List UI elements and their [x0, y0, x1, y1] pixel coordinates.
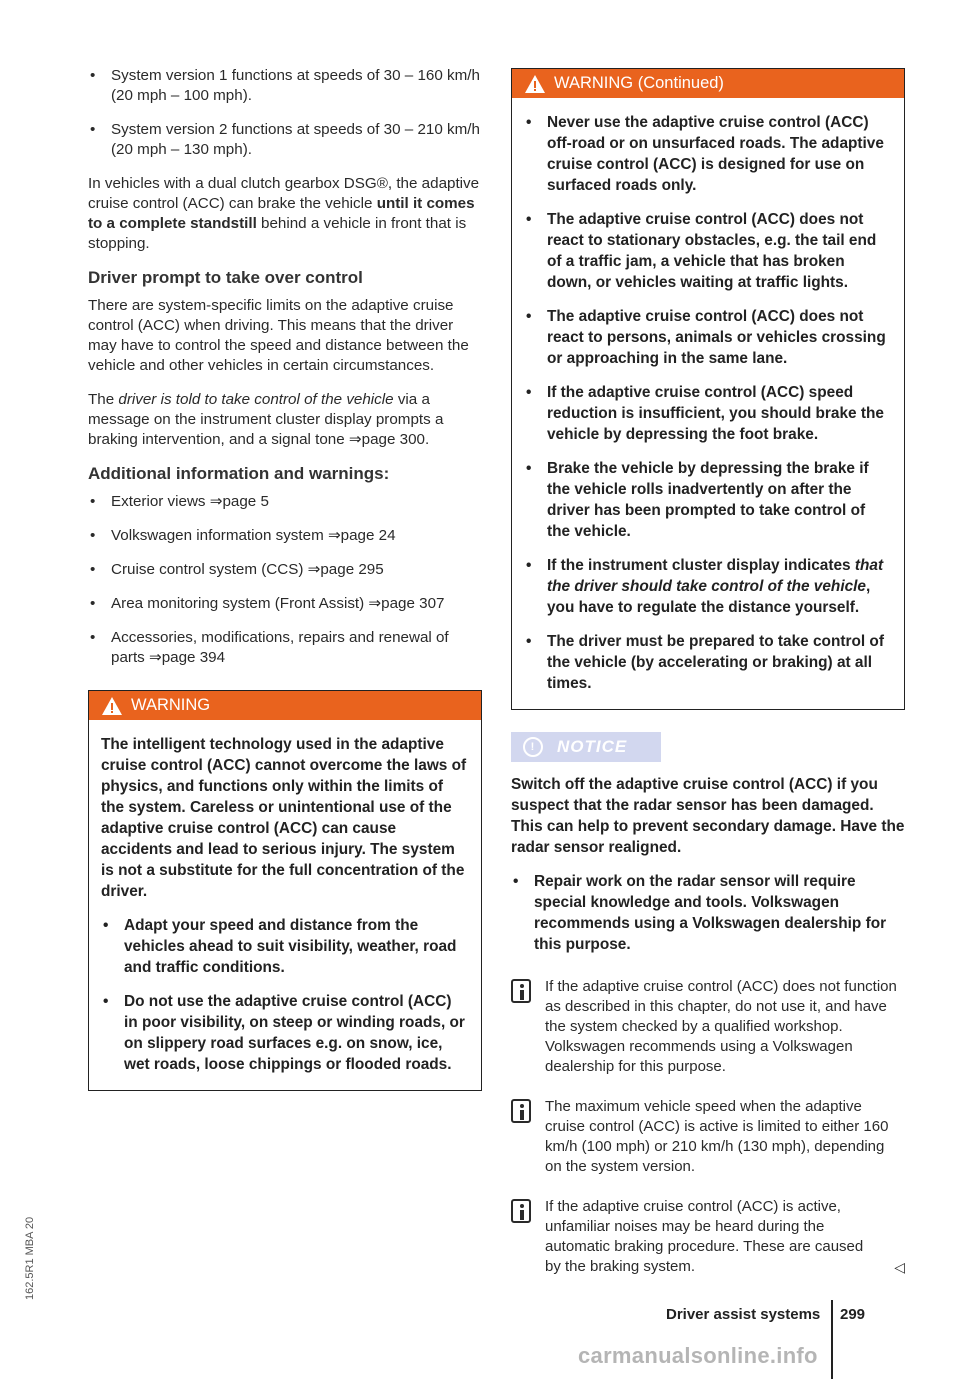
ref-information-system[interactable]: • Volkswagen information system ⇒page 24 [88, 526, 482, 546]
warning-bullet: • If the adaptive cruise control (ACC) speed reduction is insufficient, you should brake the vehicle by depressing the foot brake. [524, 382, 892, 445]
warning-bullet: • The adaptive cruise control (ACC) does not react to stationary obstacles, e.g. the tail end of a traffic jam, a vehicle that has broken down, or vehicles waiting at traffic lights. [524, 209, 892, 293]
warning-continued-box [511, 68, 905, 710]
warning-bullet: • The driver must be prepared to take control of the vehicle (by accelerating or braking) at all times. [524, 631, 892, 694]
warning-continued-header [512, 69, 904, 98]
warning-bullet: • Never use the adaptive cruise control (ACC) off-road or on unsurfaced roads. The adaptive cruise control (ACC) is designed for use on surfaced roads only. [524, 112, 892, 196]
ref-cruise-control[interactable]: • Cruise control system (CCS) ⇒page 295 [88, 560, 482, 580]
ref-accessories[interactable]: • Accessories, modifications, repairs and renewal of parts ⇒page 394 [88, 628, 482, 668]
info-note: If the adaptive cruise control (ACC) does not function as described in this chapter, do not use it, and have the system checked by a qualified workshop. Volkswagen recommends using a Volkswagen dealership for this purpose. [511, 977, 905, 1077]
warning-title: WARNING [131, 696, 211, 714]
info-note: If the adaptive cruise control (ACC) is active, unfamiliar noises may be heard during the automatic braking procedure. These are caused by the braking system. ◁ [511, 1197, 905, 1277]
notice-icon: ! [523, 737, 543, 757]
system-limits-paragraph: There are system-specific limits on the adaptive cruise control (ACC) when driving. This means that the driver may have to control the speed and distance between the vehicle and other vehicles in certain circumstances. [88, 297, 469, 374]
notice-title: NOTICE [557, 737, 628, 756]
section-title: Driver assist systems [666, 1306, 821, 1323]
warning-icon [524, 74, 546, 94]
footer-divider [831, 1300, 833, 1379]
notice-body [511, 774, 905, 955]
speed-version-2: • System version 2 functions at speeds of 30 – 210 km/h (20 mph – 130 mph). [88, 120, 482, 160]
document-code: 162.5R1 MBA 20 [24, 1216, 36, 1300]
warning-bullet: • The adaptive cruise control (ACC) does not react to persons, animals or vehicles crossing or approaching in the same lane. [524, 306, 892, 369]
info-icon [511, 1099, 531, 1123]
warning-continued-title: WARNING (Continued) [554, 74, 724, 92]
warning-continued-body [512, 98, 904, 709]
warning-body [89, 720, 481, 1090]
notice-bullet: • Repair work on the radar sensor will require special knowledge and tools. Volkswagen recommends using a Volkswagen dealership for this purpose. [511, 871, 905, 955]
page-number: 299 [840, 1306, 866, 1323]
info-icon [511, 1199, 531, 1223]
ref-exterior-views[interactable]: • Exterior views ⇒page 5 [88, 492, 482, 512]
take-control-paragraph: The driver is told to take control of the vehicle via a message on the instrument cluster display prompts a braking intervention, and a signal tone ⇒page 300. [88, 391, 444, 448]
info-icon [511, 979, 531, 1003]
warning-intro: The intelligent technology used in the adaptive cruise control (ACC) cannot overcome the laws of physics, and functions only within the limits of the system. Careless or unintentional use of the adaptive cruise control (ACC) can cause accidents and lead to serious injury. The system is not a substitute for the full concentration of the driver. [101, 736, 467, 900]
right-column [511, 68, 905, 1297]
warning-bullet: • If the instrument cluster display indicates that the driver should take control of the vehicle, you have to regulate the distance yourself. [524, 555, 892, 618]
info-note: The maximum vehicle speed when the adaptive cruise control (ACC) is active is limited to either 160 km/h (100 mph) or 210 km/h (130 mph), depending on the system version. [511, 1097, 905, 1177]
watermark: carmanualsonline.info [578, 1343, 818, 1368]
warning-icon [101, 696, 123, 716]
additional-info-heading: Additional information and warnings: [88, 464, 390, 483]
warning-bullet: • Brake the vehicle by depressing the brake if the vehicle rolls inadvertently on after the driver has been prompted to take control of the vehicle. [524, 458, 892, 542]
section-end-icon: ◁ [894, 1259, 905, 1275]
notice-text: Switch off the adaptive cruise control (ACC) if you suspect that the radar sensor has been damaged. This can help to prevent secondary damage. Have the radar sensor realigned. [511, 776, 905, 856]
warning-box [88, 690, 482, 1091]
driver-prompt-heading: Driver prompt to take over control [88, 268, 363, 287]
ref-area-monitoring[interactable]: • Area monitoring system (Front Assist) ⇒page 307 [88, 594, 482, 614]
left-column [88, 66, 482, 1105]
warning-bullet: • Adapt your speed and distance from the vehicles ahead to suit visibility, weather, road and traffic conditions. [101, 915, 469, 978]
warning-bullet: • Do not use the adaptive cruise control (ACC) in poor visibility, on steep or winding roads, or on slippery road surfaces e.g. on snow, ice, wet roads, loose chippings or flooded roads. [101, 991, 469, 1075]
notice-header [511, 732, 661, 762]
warning-header [89, 691, 481, 720]
speed-version-1: • System version 1 functions at speeds of 30 – 160 km/h (20 mph – 100 mph). [88, 66, 482, 106]
dsg-paragraph: In vehicles with a dual clutch gearbox DSG®, the adaptive cruise control (ACC) can brake the vehicle until it comes to a complete standstill behind a vehicle in front that is stopping. [88, 175, 480, 252]
